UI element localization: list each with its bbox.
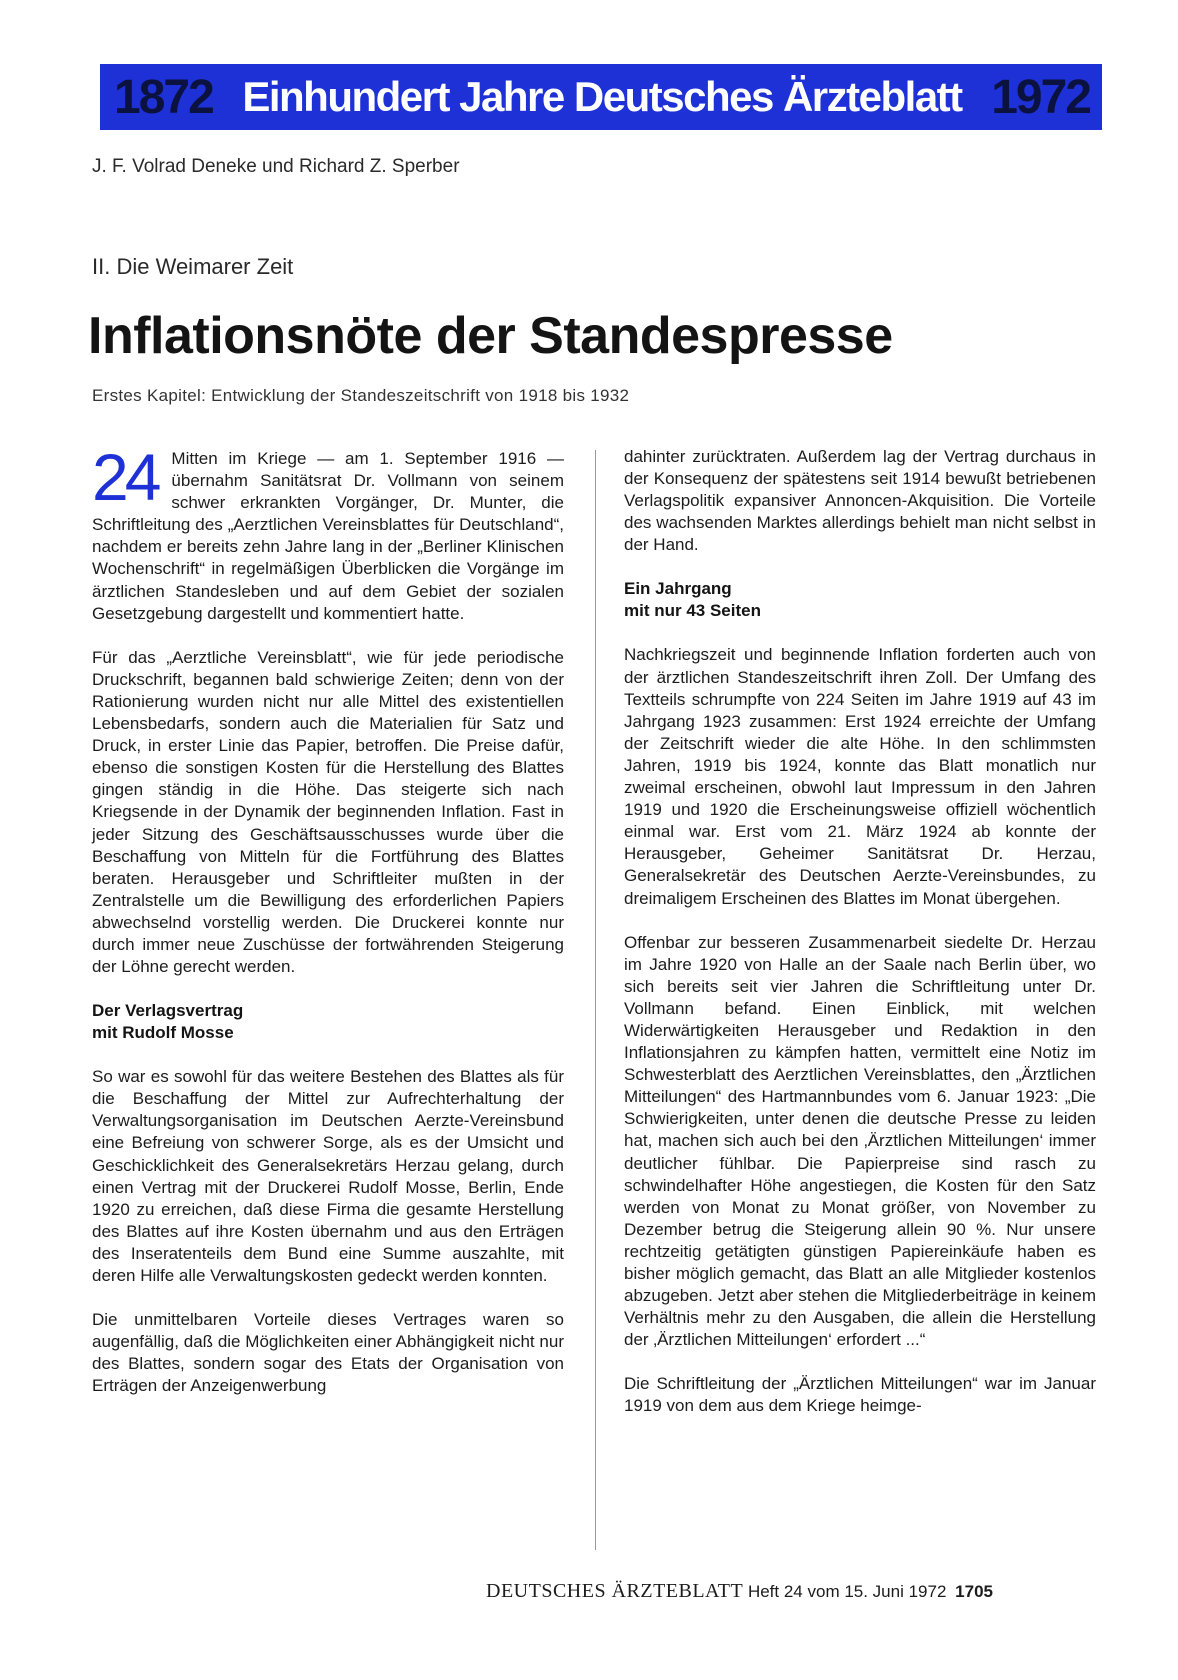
paragraph: So war es sowohl für das weitere Bestehen des Blattes als für die Beschaffung der Mittel zur Aufrechterhaltung der Verwaltungsorganisation im Deutschen Aerzte-Vereinsbund eine Befreiung von schwerer Sorge, als es der Umsicht und Geschicklichkeit des Generalsekretärs Herzau gelang, durch einen Vertrag mit der Druckerei Rudolf Mosse, Berlin, Ende 1920 zu erreichen, daß diese Firma die gesamte Herstellung des Blattes auf ihre Kosten übernahm und aus den Erträgen des Inseratenteils dem Bund eine Summe auszahlte, mit deren Hilfe alle Verwaltungskosten gedeckt werden konnten.: [92, 1067, 564, 1285]
paragraph: Die Schriftleitung der „Ärztlichen Mitteilungen“ war im Januar 1919 von dem aus dem Kriege heimge-: [624, 1374, 1096, 1416]
left-column: [92, 440, 564, 1419]
article-subtitle: Erstes Kapitel: Entwicklung der Standeszeitschrift von 1918 bis 1932: [92, 386, 630, 405]
banner-year-start: 1872: [114, 70, 213, 124]
subheading-verlagsvertrag: [92, 1000, 564, 1044]
column-divider: [595, 450, 596, 1550]
subheading-line: Der Verlagsvertrag: [92, 1001, 244, 1021]
banner-title: Einhundert Jahre Deutsches Ärzteblatt: [242, 73, 962, 120]
intro-paragraph: [92, 440, 564, 625]
paragraph: Nachkriegszeit und beginnende Inflation forderten auch von der ärztlichen Standeszeitschrift ihren Zoll. Der Umfang des Textteils schrumpfte von 224 Seiten im Jahre 1919 auf 43 im Jahrgang 1923 zusammen: Erst 1924 erreichte der Umfang der Zeitschrift wieder die alte Höhe. In den schlimmsten Jahren, 1919 bis 1924, konnte das Blatt monatlich nur zweimal erscheinen, obwohl laut Impressum in den Jahren 1919 und 1920 die Erscheinungsweise offiziell wöchentlich einmal war. Erst vom 21. März 1924 ab konnte der Herausgeber, Geheimer Sanitätsrat Dr. Herzau, Generalsekretär des Deutschen Aerzte-Vereinsbundes, zu dreimaligem Erscheinen des Blattes im Monat übergehen.: [624, 645, 1096, 908]
subheading-line: mit nur 43 Seiten: [624, 601, 761, 621]
article-number: 24: [92, 440, 158, 514]
magazine-name: DEUTSCHES ÄRZTEBLATT: [486, 1580, 744, 1602]
subheading-jahrgang: [624, 578, 1096, 622]
page-footer: [486, 1580, 993, 1603]
anniversary-banner: [100, 64, 1102, 130]
series-section: II. Die Weimarer Zeit: [92, 254, 294, 279]
right-column: [624, 446, 1096, 1440]
subheading-line: mit Rudolf Mosse: [92, 1023, 234, 1043]
subheading-line: Ein Jahrgang: [624, 579, 732, 599]
issue-info: Heft 24 vom 15. Juni 1972: [747, 1582, 947, 1601]
paragraph: Die unmittelbaren Vorteile dieses Vertrages waren so augenfällig, daß die Möglichkeiten einer Abhängigkeit nicht nur des Blattes, sondern sogar des Etats der Organisation von Erträgen der Anzeigenwerbung: [92, 1310, 564, 1396]
paragraph: dahinter zurücktraten. Außerdem lag der Vertrag durchaus in der Konsequenz der spätestens seit 1914 bewußt betriebenen Verlagspolitik expansiver Annoncen-Akquisition. Die Vorteile des wachsenden Marktes allerdings behielt man nicht selbst in der Hand.: [624, 447, 1096, 555]
paragraph: Für das „Aerztliche Vereinsblatt“, wie für jede periodische Druckschrift, begannen bald schwierige Zeiten; denn von der Rationierung wurden nicht nur alle Mittel des existentiellen Lebensbedarfs, sondern auch die Materialien für Satz und Druck, in erster Linie das Papier, betroffen. Die Preise dafür, ebenso die sonstigen Kosten für die Herstellung des Blattes gingen ständig in die Höhe. Das steigerte sich nach Kriegsende in der Dynamik der beginnenden Inflation. Fast in jeder Sitzung des Geschäftsausschusses wurde über die Beschaffung von Mitteln für die Fortführung des Blattes beraten. Herausgeber und Schriftleiter mußten in der Zentralstelle um die Bewilligung des erforderlichen Papiers abwechselnd vorstellig werden. Die Druckerei konnte nur durch immer neue Zuschüsse der fortwährenden Steigerung der Löhne gerecht werden.: [92, 647, 564, 977]
banner-year-end: 1972: [991, 70, 1090, 124]
article-authors: J. F. Volrad Deneke und Richard Z. Sperber: [92, 156, 460, 177]
intro-text: Mitten im Kriege — am 1. September 1916 — übernahm Sanitätsrat Dr. Vollmann von seinem schwer erkrankten Vorgänger, Dr. Munter, die Schriftleitung des „Aerztlichen Vereinsblattes für Deutschland“, nachdem er bereits zehn Jahre lang in der „Berliner Klinischen Wochenschrift“ in regelmäßigen Überblicken die Vorgänge im ärztlichen Standesleben und auf dem Gebiet der sozialen Gesetzgebung dargestellt und kommentiert hatte.: [92, 449, 564, 623]
page-number: 1705: [955, 1582, 993, 1601]
paragraph: Offenbar zur besseren Zusammenarbeit siedelte Dr. Herzau im Jahre 1920 von Halle an der Saale nach Berlin über, wo sich bereits seit vier Jahren die Schriftleitung unter Dr. Vollmann befand. Einen Einblick, mit welchen Widerwärtigkeiten Herausgeber und Redaktion in den Inflationsjahren zu kämpfen hatten, vermittelt eine Notiz im Schwesterblatt des Aerztlichen Vereinsblattes, den „Ärztlichen Mitteilungen“ des Hartmannbundes vom 6. Januar 1923: „Die Schwierigkeiten, unter denen die deutsche Presse zu leiden hat, machen sich auch bei den ‚Ärztlichen Mitteilungen‘ immer deutlicher fühlbar. Die Papierpreise sind rasch zu schwindelhafter Höhe angestiegen, die Kosten für den Satz werden von Monat zu Monat größer, von November zu Dezember betrug die Steigerung allein 90 %. Nur unsere rechtzeitig getätigten günstigen Papiereinkäufe haben es bisher möglich gemacht, das Blatt an alle Mitglieder kostenlos abzugeben. Jetzt aber stehen die Mitgliederbeiträge in keinem Verhältnis mehr zu den Ausgaben, die allein die Herstellung der ‚Ärztlichen Mitteilungen‘ erfordert ...“: [624, 932, 1096, 1350]
article-headline: Inflationsnöte der Standespresse: [88, 307, 893, 365]
